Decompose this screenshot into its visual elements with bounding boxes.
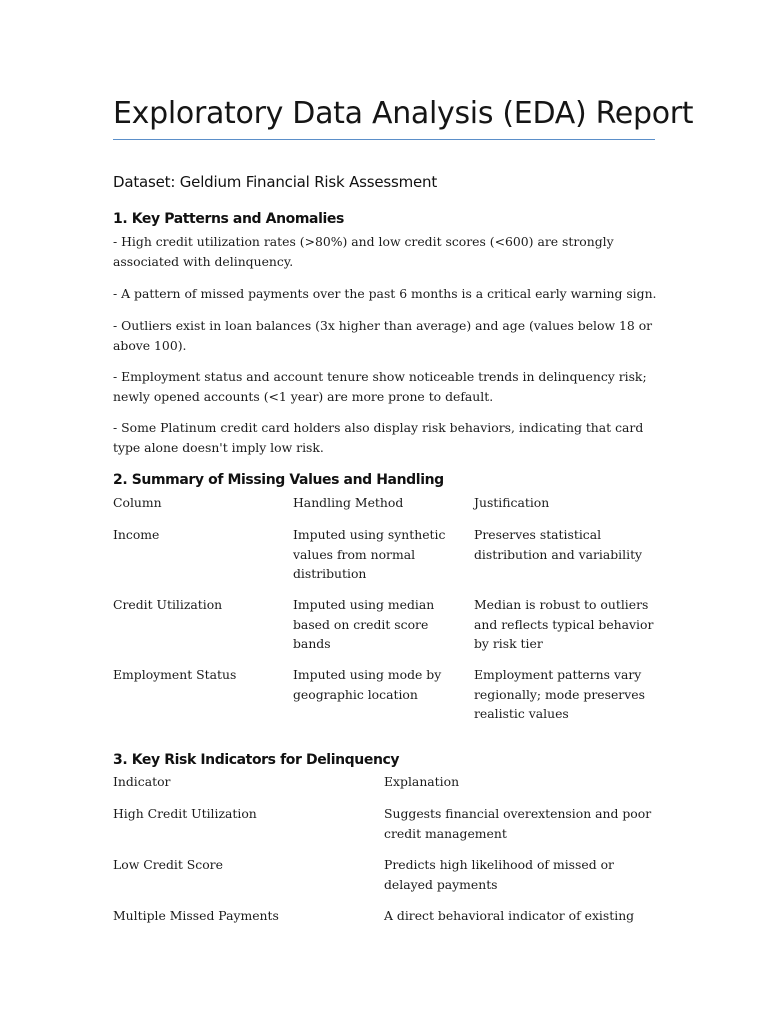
section-heading-risk-indicators: 3. Key Risk Indicators for Delinquency	[113, 752, 400, 768]
table-cell: Imputed using mode by geographic location	[293, 667, 442, 702]
table-cell: High Credit Utilization	[113, 806, 257, 821]
table-header-cell: Explanation	[384, 774, 460, 789]
table-cell: Multiple Missed Payments	[113, 908, 279, 923]
table-cell: Suggests financial overextension and poor credit management	[384, 806, 652, 841]
table-cell: Income	[113, 527, 160, 542]
document-title: Exploratory Data Analysis (EDA) Report	[113, 96, 694, 131]
pattern-point: - Employment status and account tenure show noticeable trends in delinquency risk; newly opened accounts (<1 year) are more prone to default.	[113, 369, 647, 404]
table-cell: Imputed using synthetic values from normal distribution	[293, 527, 446, 581]
pattern-point: - A pattern of missed payments over the past 6 months is a critical early warning sign.	[113, 286, 657, 301]
table-cell: Employment patterns vary regionally; mode preserves realistic values	[474, 667, 645, 721]
table-cell: Employment Status	[113, 667, 237, 682]
pattern-point: - High credit utilization rates (>80%) and low credit scores (<600) are strongly associated with delinquency.	[113, 234, 614, 269]
pattern-point: - Some Platinum credit card holders also display risk behaviors, indicating that card type alone doesn't imply low risk.	[113, 420, 644, 455]
table-header-cell: Justification	[474, 495, 550, 510]
table-header-cell: Column	[113, 495, 162, 510]
table-cell: A direct behavioral indicator of existing	[384, 908, 635, 923]
title-underline	[113, 139, 655, 140]
table-cell: Preserves statistical distribution and variability	[474, 527, 643, 562]
table-cell: Low Credit Score	[113, 857, 223, 872]
table-cell: Median is robust to outliers and reflects typical behavior by risk tier	[474, 597, 654, 651]
table-header-cell: Indicator	[113, 774, 171, 789]
table-cell: Imputed using median based on credit score bands	[293, 597, 435, 651]
table-header-cell: Handling Method	[293, 495, 404, 510]
dataset-heading: Dataset: Geldium Financial Risk Assessment	[113, 173, 438, 191]
table-cell: Credit Utilization	[113, 597, 223, 612]
pattern-point: - Outliers exist in loan balances (3x higher than average) and age (values below 18 or above 100).	[113, 318, 653, 353]
table-cell: Predicts high likelihood of missed or delayed payments	[384, 857, 614, 892]
section-heading-patterns: 1. Key Patterns and Anomalies	[113, 211, 344, 227]
section-heading-missing-values: 2. Summary of Missing Values and Handling	[113, 472, 444, 488]
